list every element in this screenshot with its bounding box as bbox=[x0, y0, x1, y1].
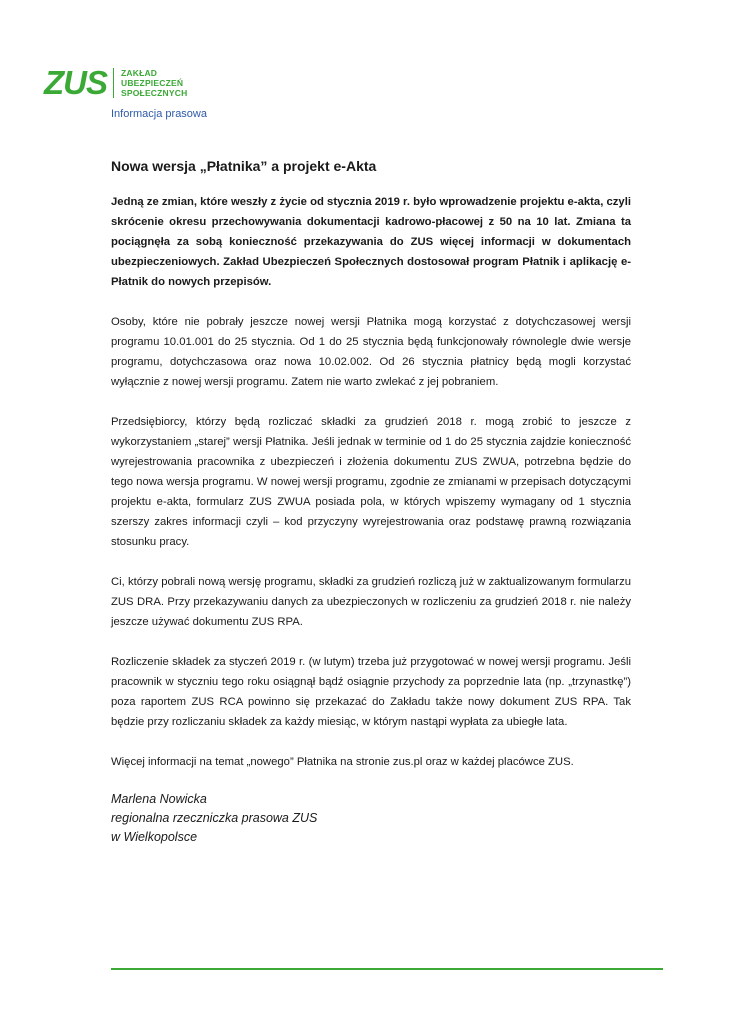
body-paragraph: Ci, którzy pobrali nową wersję programu, składki za grudzień rozliczą już w zaktualizowanym formularzu ZUS DRA. Przy przekazywaniu danych za ubezpieczonych w rozliczeniu za grudzień 2018 r. nie należy jeszcze używać dokumentu ZUS RPA. bbox=[111, 576, 631, 628]
lead-paragraph: Jedną ze zmian, które weszły z życie od stycznia 2019 r. było wprowadzenie projektu e-akta, czyli skrócenie okresu przechowywania dokumentacji kadrowo-płacowej z 50 na 10 lat. Zmiana ta pociągnęła za sobą konieczność przekazywania do ZUS więcej informacji w dokumentach ubezpieczeniowych. Zakład Ubezpieczeń Społecznych dostosował program Płatnik i aplikację e-Płatnik do nowych przepisów. bbox=[111, 196, 631, 288]
zus-logo bbox=[44, 66, 187, 100]
document-type-label: Informacja prasowa bbox=[111, 108, 207, 120]
body-paragraph: Przedsiębiorcy, którzy będą rozliczać składki za grudzień 2018 r. mogą zrobić to jeszcze z wykorzystaniem „starej” wersji Płatnika. Jeśli jednak w terminie od 1 do 25 stycznia zajdzie konieczność wyrejestrowania pracownika z ubezpieczeń i złożenia dokumentu ZUS ZWUA, potrzebna będzie do tego nowa wersja programu. W nowej wersji programu, zgodnie ze zmianami w przepisach dotyczącymi projektu e-akta, formularz ZUS ZWUA posiada pola, w których wpiszemy wymagany od 1 stycznia szerszy zakres informacji czyli – kod przyczyny wyrejestrowania oraz podstawę prawną rozwiązania stosunku pracy. bbox=[111, 416, 631, 548]
zus-logo-mark: ZUS bbox=[44, 64, 107, 101]
body-paragraph: Rozliczenie składek za styczeń 2019 r. (w lutym) trzeba już przygotować w nowej wersji programu. Jeśli pracownik w styczniu tego roku osiągnął bądź osiągnie przychody za poprzednie lata (np. „trzynastkę”) poza raportem ZUS RCA powinno się przekazać do Zakładu także nowy dokument ZUS RPA. Tak będzie przy rozliczaniu składek za każdy miesiąc, w którym nastąpi wypłata za ubiegłe lata. bbox=[111, 656, 631, 728]
logo-line-1: ZAKŁAD bbox=[121, 68, 158, 78]
body-paragraph: Osoby, które nie pobrały jeszcze nowej wersji Płatnika mogą korzystać z dotychczasowej wersji programu 10.01.001 do 25 stycznia. Od 1 do 25 stycznia będą funkcjonowały równolegle dwie wersje programu, dotychczasowa oraz nowa 10.02.002. Od 26 stycznia płatnicy będą mogli korzystać wyłącznie z nowej wersji programu. Zatem nie warto zwlekać z jej pobraniem. bbox=[111, 316, 631, 388]
logo-line-2: UBEZPIECZEŃ bbox=[121, 78, 184, 88]
page-title: Nowa wersja „Płatnika” a projekt e-Akta bbox=[111, 158, 377, 174]
signature-name: Marlena Nowicka bbox=[111, 792, 207, 806]
footer-divider bbox=[111, 968, 663, 970]
logo-divider bbox=[113, 68, 114, 98]
zus-logo-text bbox=[121, 68, 187, 98]
signature-region: w Wielkopolsce bbox=[111, 830, 198, 844]
closing-paragraph: Więcej informacji na temat „nowego” Płatnika na stronie zus.pl oraz w każdej placówce ZUS. bbox=[111, 756, 574, 768]
article-body bbox=[111, 192, 631, 792]
logo-line-3: SPOŁECZNYCH bbox=[121, 88, 188, 98]
signature-block bbox=[111, 790, 317, 847]
signature-role: regionalna rzeczniczka prasowa ZUS bbox=[111, 811, 318, 825]
